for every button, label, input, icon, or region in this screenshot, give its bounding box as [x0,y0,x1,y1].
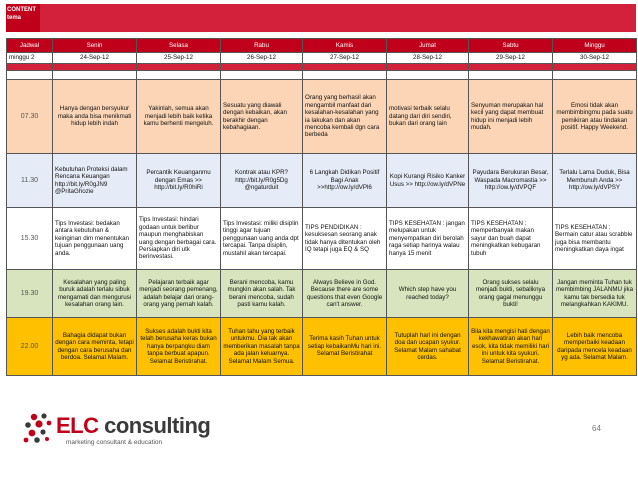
content-cell: 6 Langkah Didikan Positif Bagi Anak >>http://ow.ly/dVPl6 [303,154,387,208]
content-cell: Emosi tidak akan membimbingmu pada suatu pemikiran atau tindakan positif. Happy Weekend. [553,80,637,154]
content-cell: TIPS KESEHATAN : memperbanyak makan sayur dan buah dapat meningkatkan kebugaran tubuh [469,208,553,270]
schedule-row [7,270,637,318]
company-logo [20,409,210,459]
time-cell: 19.30 [7,270,53,318]
content-cell: Yakinlah, semua akan menjadi lebih baik ketika kamu berhenti mengeluh. [137,80,221,154]
separator-row [7,64,637,71]
content-cell: Tuhan tahu yang terbaik untukmu. Dia tak akan memberikan masalah tanpa ada jalan keluarnya. Selamat Malam Semua. [221,318,303,376]
content-cell: Pelajaran terbaik agar menjadi seorang pemenang, adalah belajar dari orang-orang yang pernah kalah. [137,270,221,318]
content-cell: Bila kita mengisi hati dengan kekhawatiran akan hari esok, kita tidak memiliki hari ini untuk kita syukuri. Selamat Beristirahat. [469,318,553,376]
content-cell: Bahagia didapat bukan dengan cara meminta, tetapi dengan cara berusaha dan berdoa. Selamat Malam. [53,318,137,376]
content-cell: Terima kasih Tuhan untuk setiap kebaikanMu hari ini. Selamat Beristirahat [303,318,387,376]
content-cell: Hanya dengan bersyukur maka anda bisa menikmati hidup lebih indah [53,80,137,154]
time-cell: 15.30 [7,208,53,270]
content-cell: Terlalu Lama Duduk, Bisa Membunuh Anda >> http://ow.ly/dVPSY [553,154,637,208]
date-cell: 26-Sep-12 [221,53,303,64]
page-number: 64 [592,424,601,433]
date-cell: 27-Sep-12 [303,53,387,64]
content-cell: Orang sukses selalu menjadi bukti, sebaliknya orang gagal menunggu bukti! [469,270,553,318]
col-header-minggu: Minggu [553,39,637,53]
schedule-row [7,208,637,270]
logo-tagline: marketing consultant & education [66,439,163,446]
col-header-senin: Senin [53,39,137,53]
content-cell: Orang yang berhasil akan mengambil manfaat dari kesalahan-kesalahan yang ia lakukan dan akan mencoba kembali dgn cara berbeda [303,80,387,154]
content-cell: Payudara Berukuran Besar, Waspada Macromastia >> http://ow.ly/dVPQF [469,154,553,208]
time-cell: 07.30 [7,80,53,154]
content-cell: TIPS PENDIDIKAN : kesuksesan seorang anak tidak hanya ditentukan oleh IQ tetapi juga EQ & SQ [303,208,387,270]
col-header-sabtu: Sabtu [469,39,553,53]
date-cell: 30-Sep-12 [553,53,637,64]
schedule-table [6,38,637,376]
content-cell: Kopi Kurangi Risiko Kanker Usus >> http://ow.ly/dVPNe [387,154,469,208]
blank-row [7,71,637,80]
date-cell: 24-Sep-12 [53,53,137,64]
time-cell: 11.30 [7,154,53,208]
content-cell: Always Believe in God. Because there are some questions that even Google can't answer. [303,270,387,318]
date-row [7,53,637,64]
schedule-row [7,154,637,208]
header-row [7,39,637,53]
content-cell: Senyuman merupakan hal kecil yang dapat membuat hidup ini menjadi lebih mudah. [469,80,553,154]
content-cell: Tips Investasi: miliki disiplin tinggi agar tujuan penggunaan uang anda dpt tercapai. Tanpa disiplin, mustahil akan tercapai. [221,208,303,270]
content-cell: Kebutuhan Proteksi dalam Rencana Keuangan http://bit.ly/R0gJN9 @PritaGhozie [53,154,137,208]
content-cell: Which step have you reached today? [387,270,469,318]
content-cell: Berani mencoba, kamu mungkin akan salah. Tak berani mencoba, sudah pasti kamu kalah. [221,270,303,318]
logo-brand-prefix: ELC [56,413,99,438]
col-header-kamis: Kamis [303,39,387,53]
schedule-row [7,80,637,154]
content-cell: Sesuatu yang diawali dengan kebaikan, akan berakhir dengan kebahagiaan. [221,80,303,154]
col-header-jumat: Jumat [387,39,469,53]
logo-wordmark [56,413,210,439]
content-cell: Tips Investasi: hindari godaan untuk berlibur maupun menghabiskan uang dengan berbagai cara. Persiapkan diri utk berinvestasi. [137,208,221,270]
content-cell: Tutuplah hari ini dengan doa dan ucapan syukur. Selamat Malam sahabat cerdas. [387,318,469,376]
date-cell: 28-Sep-12 [387,53,469,64]
content-cell: TIPS KESEHATAN : Bermain catur atau scrabble juga bisa membantu meningkatkan daya ingat [553,208,637,270]
content-cell: Sukses adalah bukti kita telah berusaha keras bukan hanya berpangku diam tanpa berbuat apapun. Selamat Beristirahat. [137,318,221,376]
content-cell: Kontrak atau KPR? http://bit.ly/R0g5Dg @ngaturduit [221,154,303,208]
col-header-selasa: Selasa [137,39,221,53]
logo-brand-suffix: consulting [98,413,211,438]
week-label: minggu 2 [7,53,53,64]
content-cell: Kesalahan yang paling buruk adalah terlalu sibuk mengamati dan mengurusi kesalahan orang lain. [53,270,137,318]
content-cell: Percantik Keuanganmu dengan Emas >> http://bit.ly/R0hiRi [137,154,221,208]
content-cell: Lebih baik mencoba memperbaiki keadaan daripada mencela keadaan yg ada. Selamat Malam. [553,318,637,376]
col-header-jadwal: Jadwal [7,39,53,53]
date-cell: 25-Sep-12 [137,53,221,64]
content-cell: Tips Investasi: bedakan antara kebutuhan & keinginan dim menentukan tujuan penggunaan uang anda. [53,208,137,270]
content-cell: TIPS KESEHATAN : jangan melupakan untuk menyempatkan diri berolah raga setiap harinya walau hanya 15 menit [387,208,469,270]
schedule-row [7,318,637,376]
content-title: CONTENT tema [6,4,40,32]
col-header-rabu: Rabu [221,39,303,53]
content-cell: motivasi terbaik selalu datang dari diri sendiri, bukan dari orang lain [387,80,469,154]
date-cell: 29-Sep-12 [469,53,553,64]
content-cell: Jangan meminta Tuhan tuk membimbing JALANMU jika kamu tak bersedia tuk melangkahkan KAKIMU. [553,270,637,318]
title-banner [40,4,636,32]
time-cell: 22.00 [7,318,53,376]
